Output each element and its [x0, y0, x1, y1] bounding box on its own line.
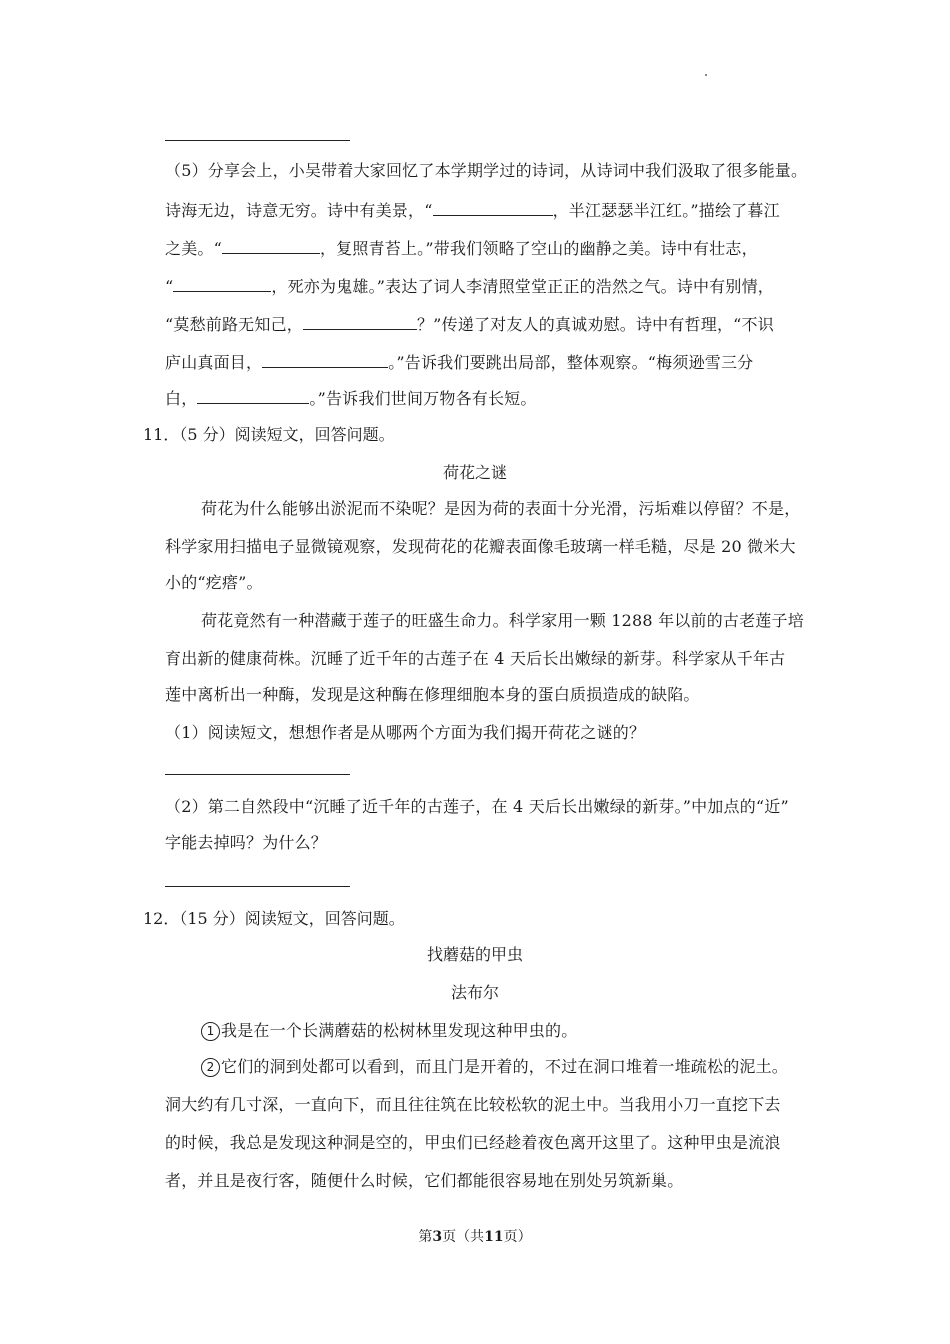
- passage-line: 1 我是在一个长满蘑菇的松树林里发现这种甲虫的。: [201, 1021, 577, 1041]
- passage-line: 科学家用扫描电子显微镜观察，发现荷花的花瓣表面像毛玻璃一样毛糙，尽是 20 微米大: [165, 537, 796, 556]
- passage-line: 育出新的健康荷株。沉睡了近千年的古莲子在 4 天后长出嫩绿的新芽。科学家从千年古: [165, 649, 786, 668]
- fill-blank[interactable]: [433, 199, 553, 216]
- passage-line: 者，并且是夜行客，随便什么时候，它们都能很容易地在别处另筑新巢。: [165, 1171, 684, 1190]
- fill-blank[interactable]: [173, 275, 271, 292]
- fill-blank[interactable]: [303, 313, 417, 330]
- passage-line: 荷花为什么能够出淤泥而不染呢？是因为荷的表面十分光滑，污垢难以停留？不是，: [201, 499, 801, 518]
- q10-5-line: 庐山真面目， 。”告诉我们要跳出局部，整体观察。“梅须逊雪三分: [165, 353, 754, 372]
- fill-blank[interactable]: [262, 351, 388, 368]
- sub-question: （1）阅读短文，想想作者是从哪两个方面为我们揭开荷花之谜的？: [165, 723, 646, 742]
- q10-5-line: 诗海无边，诗意无穷。诗中有美景，“ ，半江瑟瑟半江红。”描绘了暮江: [165, 201, 780, 220]
- scan-dot: [705, 74, 707, 76]
- q10-5-line: （5）分享会上，小吴带着大家回忆了本学期学过的诗词，从诗词中我们汲取了很多能量。: [165, 161, 808, 180]
- q10-5-line: 之美。“ ，复照青苔上。”带我们领略了空山的幽静之美。诗中有壮志，: [165, 239, 758, 258]
- paragraph-number: 2: [201, 1058, 220, 1077]
- passage-author: 法布尔: [450, 983, 499, 1002]
- page-footer: 第3页（共11页）: [418, 1229, 532, 1245]
- sub-question: 字能去掉吗？为什么？: [165, 833, 328, 852]
- passage-line: 的时候，我总是发现这种洞是空的，甲虫们已经趁着夜色离开这里了。这种甲虫是流浪: [165, 1133, 781, 1152]
- paragraph-number: 1: [201, 1022, 220, 1041]
- passage-line: 2 它们的洞到处都可以看到，而且门是开着的，不过在洞口堆着一堆疏松的泥土。: [201, 1057, 788, 1077]
- answer-line: [165, 140, 350, 141]
- question-heading: 12．（15 分）阅读短文，回答问题。: [143, 909, 405, 928]
- fill-blank[interactable]: [197, 387, 309, 404]
- q10-5-line: 白， 。”告诉我们世间万物各有长短。: [165, 389, 537, 408]
- passage-title: 荷花之谜: [442, 463, 507, 482]
- passage-line: 小的“疙瘩”。: [165, 573, 263, 592]
- q10-5-line: “莫愁前路无知己， ？”传递了对友人的真诚劝慰。诗中有哲理，“不识: [165, 315, 774, 334]
- passage-line: 荷花竟然有一种潜藏于莲子的旺盛生命力。科学家用一颗 1288 年以前的古老莲子培: [201, 611, 804, 630]
- passage-title: 找蘑菇的甲虫: [426, 945, 523, 964]
- answer-line[interactable]: [165, 886, 350, 887]
- fill-blank[interactable]: [222, 237, 320, 254]
- q10-5-line: “ ，死亦为鬼雄。”表达了词人李清照堂堂正正的浩然之气。诗中有别情，: [165, 277, 774, 296]
- question-heading: 11．（5 分）阅读短文，回答问题。: [143, 425, 395, 444]
- passage-line: 洞大约有几寸深，一直向下，而且往往筑在比较松软的泥土中。当我用小刀一直挖下去: [165, 1095, 781, 1114]
- answer-line[interactable]: [165, 774, 350, 775]
- passage-line: 莲中离析出一种酶，发现是这种酶在修理细胞本身的蛋白质损造成的缺陷。: [165, 685, 700, 704]
- sub-question: （2）第二自然段中“沉睡了近千年的古莲子，在 4 天后长出嫩绿的新芽。”中加点的“近”: [165, 797, 789, 816]
